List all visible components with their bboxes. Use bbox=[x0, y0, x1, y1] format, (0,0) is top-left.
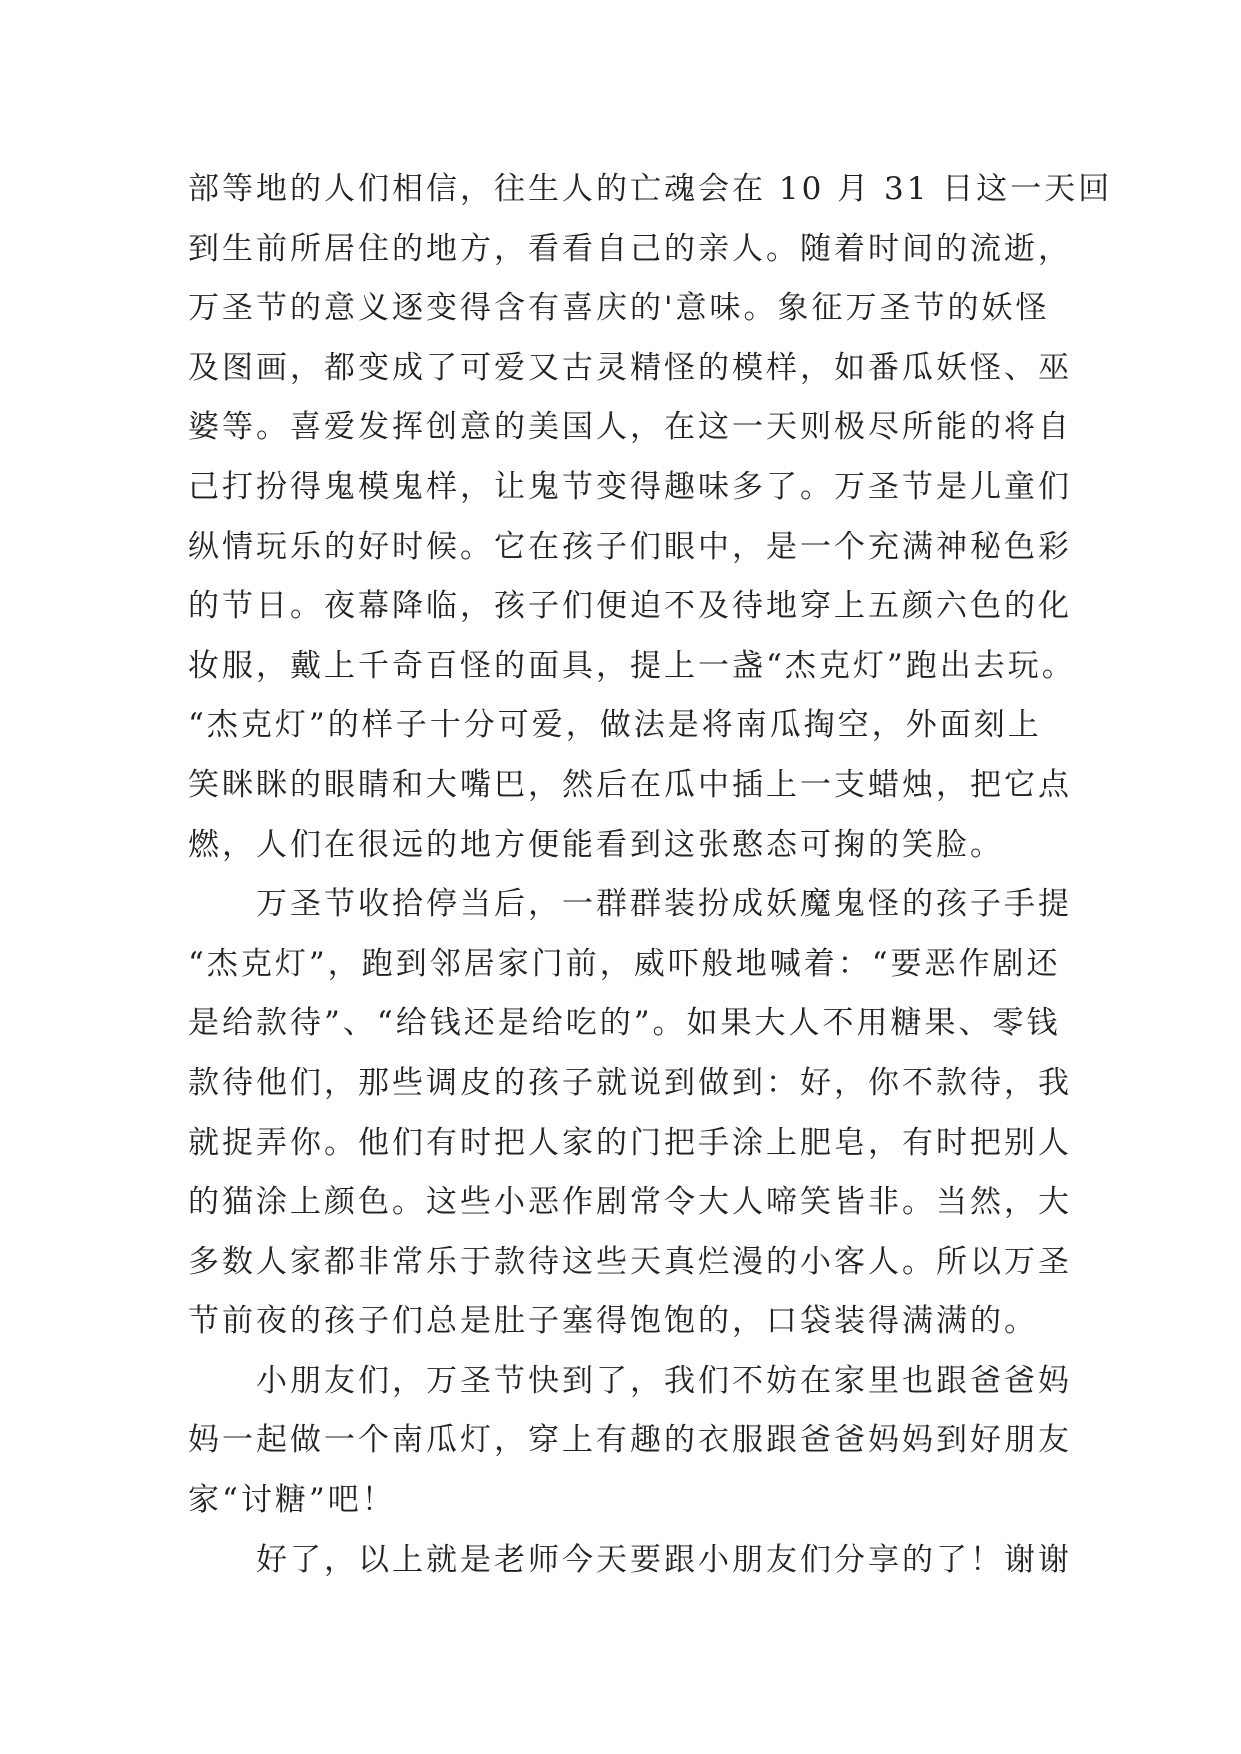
text-line: 燃，人们在很远的地方便能看到这张憨态可掬的笑脸。 bbox=[188, 826, 1004, 863]
text-line: 就捉弄你。他们有时把人家的门把手涂上肥皂，有时把别人 bbox=[188, 1124, 1072, 1161]
paragraph-4 bbox=[188, 1531, 1072, 1591]
text-line: 妈一起做一个南瓜灯，穿上有趣的衣服跟爸爸妈妈到好朋友 bbox=[188, 1422, 1072, 1459]
text-line: 家“讨糖”吧！ bbox=[188, 1482, 396, 1519]
text-line: 节前夜的孩子们总是肚子塞得饱饱的，口袋装得满满的。 bbox=[188, 1303, 1038, 1340]
paragraph-2 bbox=[188, 875, 1072, 1352]
text-line: 及图画，都变成了可爱又古灵精怪的模样，如番瓜妖怪、巫 bbox=[188, 349, 1072, 386]
text-line-indented: 好了，以上就是老师今天要跟小朋友们分享的了！谢谢 bbox=[256, 1541, 1072, 1578]
text-line-indented: 万圣节收拾停当后，一群群装扮成妖魔鬼怪的孩子手提 bbox=[256, 886, 1072, 923]
paragraph-1 bbox=[188, 160, 1113, 875]
text-line: 款待他们，那些调皮的孩子就说到做到：好，你不款待，我 bbox=[188, 1064, 1072, 1101]
text-line: 己打扮得鬼模鬼样，让鬼节变得趣味多了。万圣节是儿童们 bbox=[188, 468, 1072, 505]
text-line: 笑眯眯的眼睛和大嘴巴，然后在瓜中插上一支蜡烛，把它点 bbox=[188, 766, 1072, 803]
text-line: 纵情玩乐的好时候。它在孩子们眼中，是一个充满神秘色彩 bbox=[188, 528, 1072, 565]
text-line: 到生前所居住的地方，看看自己的亲人。随着时间的流逝， bbox=[188, 230, 1072, 267]
text-line: 的节日。夜幕降临，孩子们便迫不及待地穿上五颜六色的化 bbox=[188, 588, 1072, 625]
text-line: “杰克灯”，跑到邻居家门前，威吓般地喊着：“要恶作剧还 bbox=[188, 945, 1061, 982]
text-line: 的猫涂上颜色。这些小恶作剧常令大人啼笑皆非。当然，大 bbox=[188, 1184, 1072, 1221]
text-line: 部等地的人们相信，往生人的亡魂会在 10 月 31 日这一天回 bbox=[188, 171, 1113, 207]
text-line-indented: 小朋友们，万圣节快到了，我们不妨在家里也跟爸爸妈 bbox=[256, 1362, 1072, 1399]
document-body bbox=[188, 160, 1113, 1590]
text-line: 妆服，戴上千奇百怪的面具，提上一盏“杰克灯”跑出去玩。 bbox=[188, 647, 1076, 684]
text-line: 万圣节的意义逐变得含有喜庆的'意味。象征万圣节的妖怪 bbox=[188, 290, 1050, 327]
paragraph-3 bbox=[188, 1352, 1072, 1531]
text-line: 多数人家都非常乐于款待这些天真烂漫的小客人。所以万圣 bbox=[188, 1243, 1072, 1280]
text-line: 婆等。喜爱发挥创意的美国人，在这一天则极尽所能的将自 bbox=[188, 409, 1072, 446]
text-line: “杰克灯”的样子十分可爱，做法是将南瓜掏空，外面刻上 bbox=[188, 707, 1042, 744]
text-line: 是给款待”、“给钱还是给吃的”。如果大人不用糖果、零钱 bbox=[188, 1005, 1061, 1042]
